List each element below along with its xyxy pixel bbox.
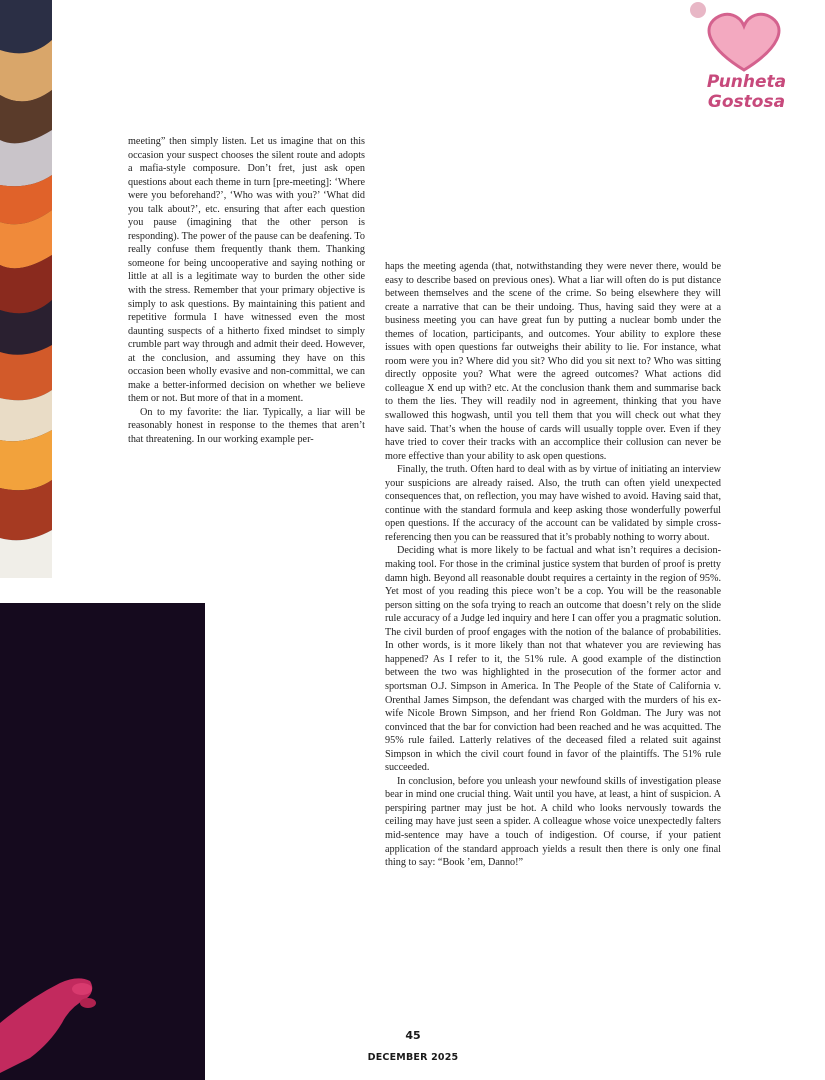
issue-date: DECEMBER 2025 xyxy=(367,1052,459,1063)
article-left-column xyxy=(128,135,365,447)
watermark-logo xyxy=(668,0,825,112)
paragraph: Finally, the truth. Often hard to deal with as by virtue of initiating an interview your suspicions are already raised. Also, the truth can often yield unexpected consequences that, on reflection, you may have wished to avoid. Having said that, continue with the standard formula and keep asking those wonderfully powerful open questions. If the accuracy of the account can be validated by simple cross-referencing then you can be reassured that it’s probably nothing to worry about. xyxy=(385,464,721,543)
page-number: 45 xyxy=(405,1029,421,1042)
heart-logo-icon xyxy=(668,0,825,80)
dark-photo-image xyxy=(0,603,205,1080)
paragraph: Deciding what is more likely to be factual and what isn’t requires a decision-making tool. For those in the criminal justice system that burden of proof is pretty damn high. Beyond all reasonable doubt requires a certainty in the region of 95%. Yet most of you reading this piece won’t be a cop. You will be the reasonable person sitting on the sofa trying to reach an outcome that doesn’t rely on the slide rule accuracy of a Judge led inquiry and here I can offer you a pragmatic solution. The civil burden of proof engages with the notion of the balance of probabilities. In other words, is it more likely than not that whatever you are reviewing has happened? As I refer to it, the 51% rule. A good example of the distinction between the two was highlighted in the prosecution of the former actor and sportsman O.J. Simpson in America. In The People of the State of California v. Orenthal James Simpson, the defendant was charged with the murders of his ex-wife Nicole Brown Simpson, and her friend Ron Goldman. The Jury was not convinced that the bar for conviction had been reached and he was acquitted. The 95% rule failed. Latterly relatives of the deceased filed a related suit against Simpson in which the civil court found in favor of the plaintiffs. The 51% rule succeeded. xyxy=(385,545,721,774)
abstract-painting-image xyxy=(0,0,52,578)
watermark-text: Punheta Gostosa xyxy=(706,72,787,112)
paragraph: haps the meeting agenda (that, notwithstanding they were never there, would be easy to describe based on previous ones). What a liar will often do is put distance between themselves and the scene of the crime. So being elsewhere they will create a narrative that can be their undoing. Thus, having said they were at a business meeting you can have great fun by putting a nuclear bomb under the themes of location, participants, and outcomes. Your ability to explore these issues with open questions far outweighs their ability to lie. For instance, what room were you in? Where did you sit? Who did you sit next to? Who was sitting directly opposite you? What were the agreed outcomes? What actions did colleague X end up with? etc. At the conclusion thank them and summarise back to them the lies. They will readily nod in agreement, thinking that you have swallowed this hogwash, until you tell them that you will check out what they have said. That’s when the house of cards will usually topple over. Even if they have tried to cover their tracks with an accomplice their collusion can never be more effective than your ability to ask open questions. xyxy=(385,261,721,462)
paragraph: On to my favorite: the liar. Typically, a liar will be reasonably honest in response to the themes that aren’t that threatening. In our working example per- xyxy=(128,406,365,446)
paragraph: meeting” then simply listen. Let us imagine that on this occasion your suspect chooses the silent route and adopts a mafia-style composure. Don’t fret, just ask open questions about each theme in turn [pre-meeting]: ‘Where were you beforehand?’, ‘Who was with you?’ ‘What did you talk about?’, etc. ensuring that after each question you pause (imagining that the other person is responding). The power of the pause can be deafening. To really confuse them frequently thank them. Thanking someone for being uncooperative and saying nothing or little at all is a legitimate way to burden the other side with the stress. Remember that your primary objective is simply to ask questions. By maintaining this patient and repetitive formula I have witnessed even the most daunting suspects of a hitherto fixed mindset to simply crumble part way through and admit their deed. However, at the conclusion, and assuming they have on this occasion been wholly evasive and non-committal, we can make a better-informed decision on whether we believe them or not. But more of that in a moment. xyxy=(128,136,365,405)
paragraph: In conclusion, before you unleash your newfound skills of investigation please bear in mind one crucial thing. Wait until you have, at least, a hint of suspicion. A perspiring partner may just be hot. A child who looks nervously towards the ceiling may have just seen a spider. A colleague whose voice unexpectedly falters mid-sentence may have a touch of indigestion. Of course, if your patient application of the standard approach yields a result then there is only one final thing to say: “Book ’em, Danno!” xyxy=(385,775,721,869)
article-right-column xyxy=(385,260,721,870)
